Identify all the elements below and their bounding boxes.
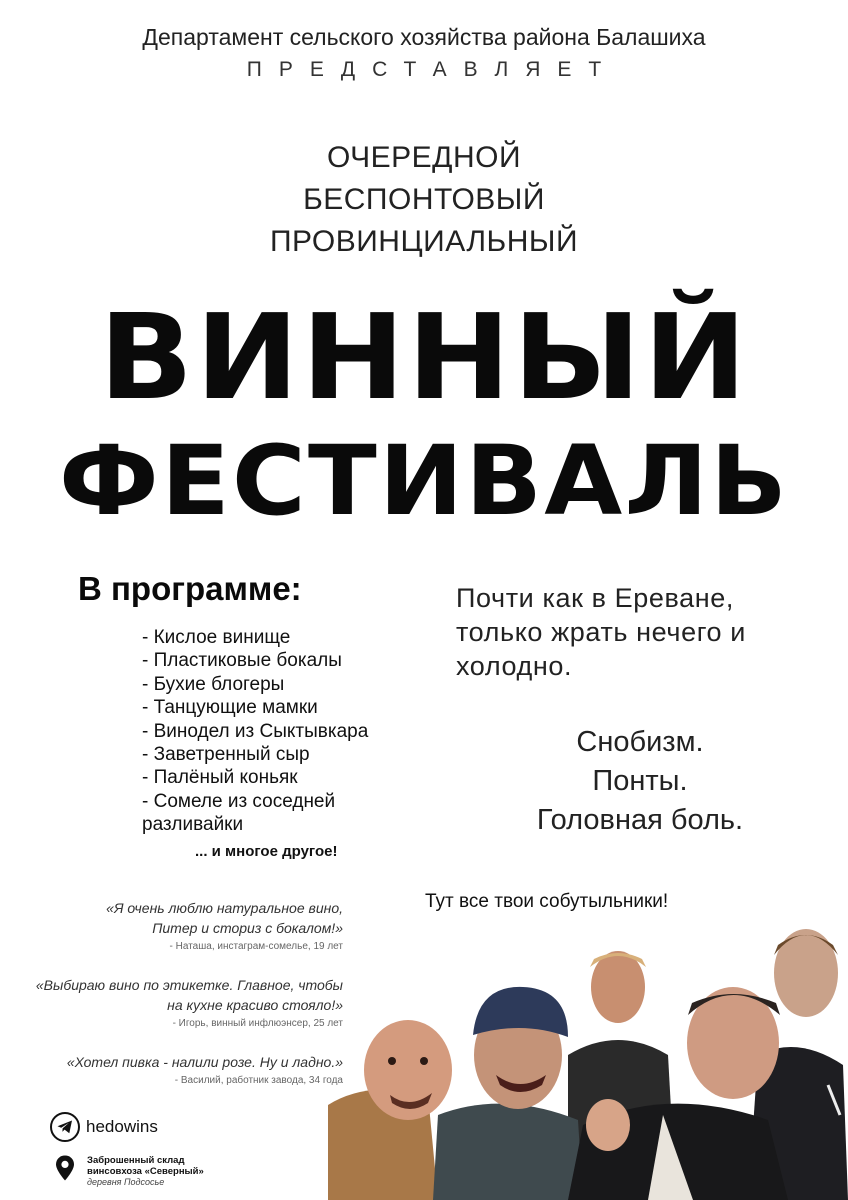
tagline: Почти как в Ереване, только жрать нечего и холодно. bbox=[456, 583, 746, 681]
quote bbox=[36, 975, 343, 1033]
program-item: - Сомеле из соседней разливайки bbox=[142, 790, 336, 836]
telegram-icon bbox=[50, 1112, 80, 1142]
program-item: - Пластиковые бокалы bbox=[142, 650, 342, 672]
quote bbox=[67, 1052, 343, 1090]
quote-text-line: «Хотел пивка - налили розе. Ну и ладно.» bbox=[66, 1054, 343, 1070]
program-list bbox=[142, 626, 412, 837]
location-line: Заброшенный склад bbox=[87, 1155, 185, 1166]
telegram-contact[interactable] bbox=[50, 1112, 158, 1142]
location-contact bbox=[55, 1155, 204, 1188]
slogan: Головная боль. bbox=[536, 804, 744, 836]
title-line-1: ВИННЫЙ bbox=[98, 288, 750, 426]
buddies-caption: Тут все твои собутыльники! bbox=[425, 891, 669, 912]
slogan: Снобизм. bbox=[576, 726, 704, 758]
program-heading: В программе: bbox=[78, 570, 302, 607]
slogan: Понты. bbox=[592, 765, 688, 797]
subtitle-line-2: БЕСПОНТОВЫЙ bbox=[303, 183, 545, 216]
program-item: - Кислое винище bbox=[142, 627, 291, 648]
program-item: - Бухие блогеры bbox=[142, 673, 285, 695]
quote-author: - Василий, работник завода, 34 года bbox=[174, 1075, 343, 1086]
quote-author: - Игорь, винный инфлюэнсер, 25 лет bbox=[172, 1018, 343, 1029]
quote-text-line: Питер и сториз с бокалом!» bbox=[152, 920, 343, 936]
presenter-line: Департамент сельского хозяйства района Балашиха bbox=[142, 24, 706, 50]
quote-text-line: «Выбираю вино по этикетке. Главное, чтобы bbox=[35, 977, 343, 993]
quote bbox=[106, 898, 343, 956]
title-line-2: ФЕСТИВАЛЬ bbox=[58, 425, 790, 537]
program-item: - Танцующие мамки bbox=[142, 697, 318, 719]
location-pin-icon bbox=[55, 1155, 75, 1181]
crowd-photo bbox=[328, 915, 848, 1200]
slogans bbox=[490, 723, 790, 840]
program-item: - Заветренный сыр bbox=[142, 744, 310, 766]
presents-line: ПРЕДСТАВЛЯЕТ bbox=[246, 58, 619, 81]
person-figure bbox=[328, 1020, 452, 1200]
quote-author: - Наташа, инстаграм-сомелье, 19 лет bbox=[169, 941, 343, 952]
location-text bbox=[87, 1155, 204, 1188]
telegram-handle[interactable]: hedowins bbox=[86, 1117, 158, 1136]
subtitle-line-1: ОЧЕРЕДНОЙ bbox=[326, 141, 522, 174]
quote-text-line: «Я очень люблю натуральное вино, bbox=[106, 900, 343, 916]
location-village: деревня Подсосье bbox=[87, 1177, 165, 1187]
subtitle-line-3: ПРОВИНЦИАЛЬНЫЙ bbox=[269, 225, 579, 258]
program-item: - Винодел из Сыктывкара bbox=[142, 720, 369, 742]
program-more: ... и многое другое! bbox=[195, 843, 338, 860]
location-line: винсовхоза «Северный» bbox=[87, 1166, 204, 1177]
person-figure bbox=[433, 987, 583, 1200]
program-item: - Палёный коньяк bbox=[142, 767, 298, 789]
quote-text-line: на кухне красиво стояло!» bbox=[167, 997, 343, 1013]
